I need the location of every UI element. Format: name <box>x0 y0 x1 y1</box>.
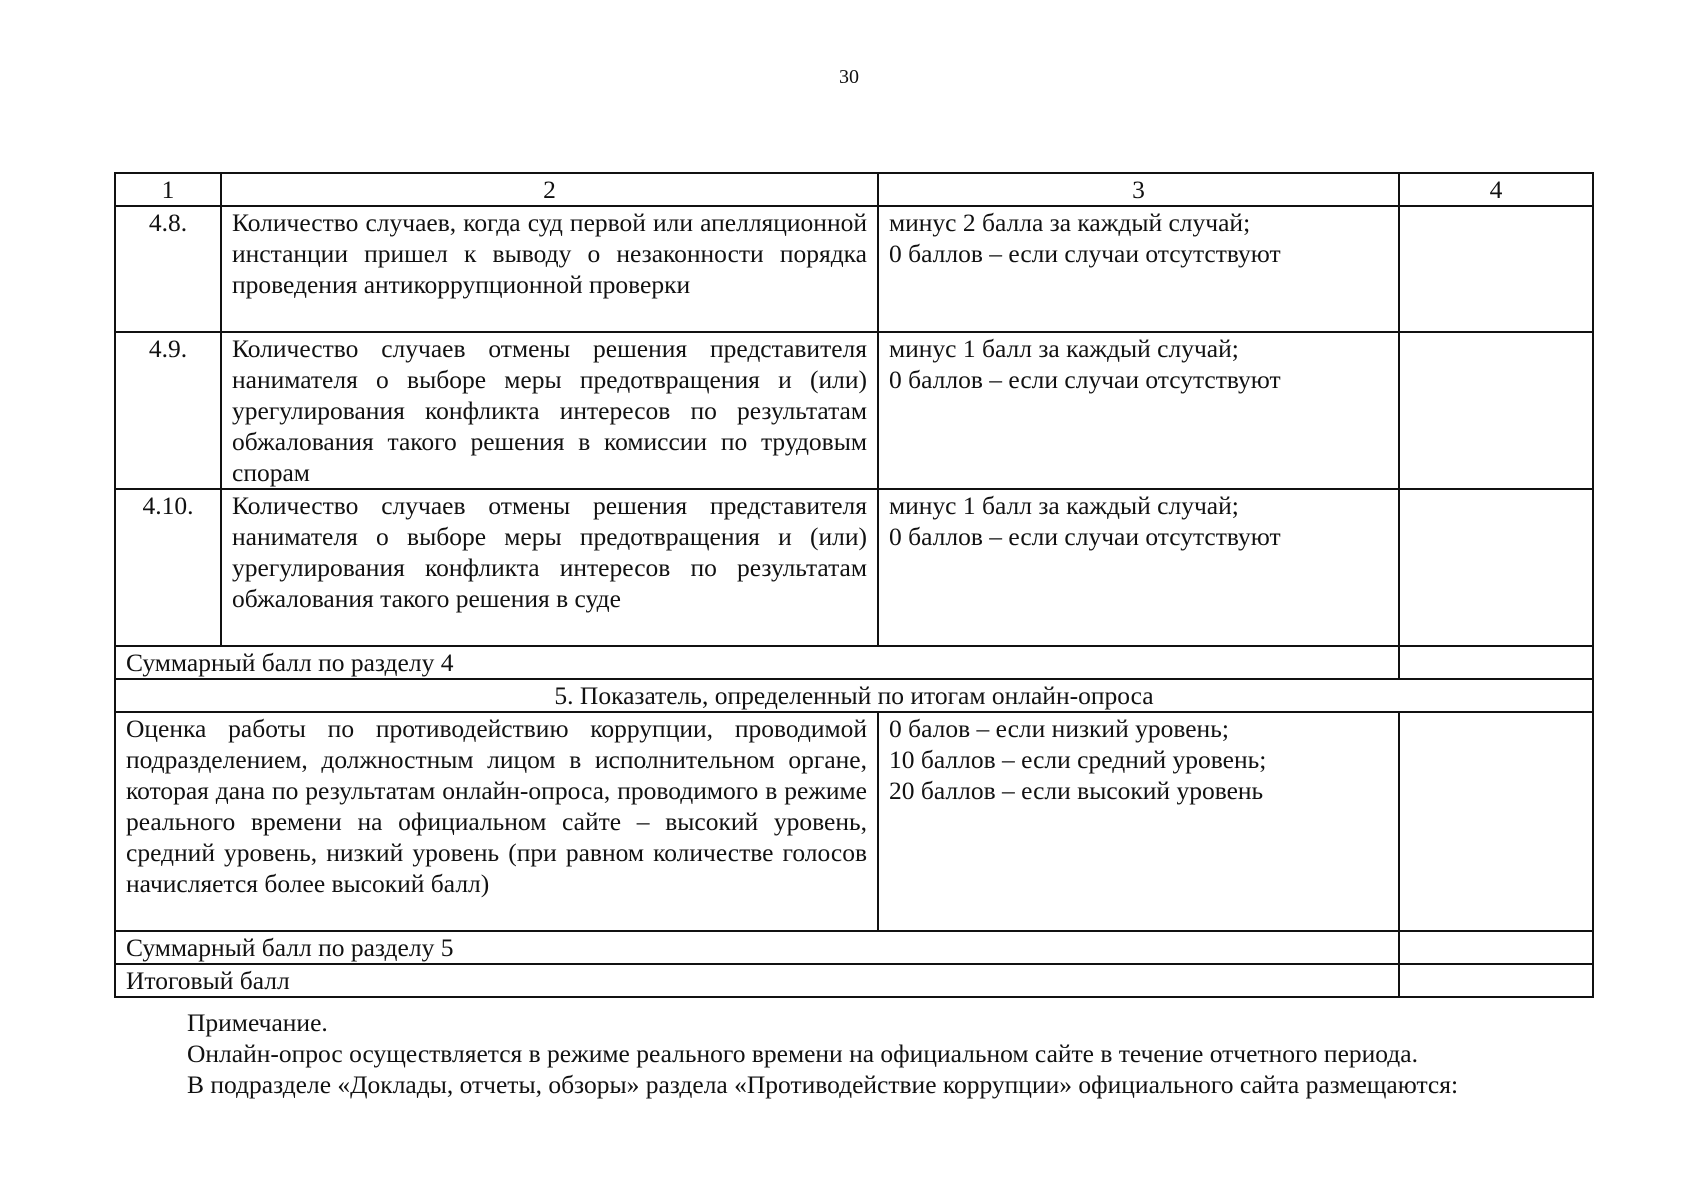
section5-score <box>1399 712 1593 931</box>
table-header-row <box>115 173 1593 206</box>
row-criteria <box>878 206 1399 332</box>
section5-criteria <box>878 712 1399 931</box>
final-total-row <box>115 964 1593 997</box>
section5-description: Оценка работы по противодействию коррупции, проводимой подразделением, должностным лицом в исполнительном органе, которая дана по результатам онлайн-опроса, проводимого в режиме реального времени на официальном сайте – высокий уровень, средний уровень, низкий уровень (при равном количестве голосов начисляется более высокий балл) <box>115 712 878 931</box>
row-number: 4.10. <box>115 489 221 646</box>
table-row <box>115 332 1593 489</box>
header-col-4: 4 <box>1399 173 1593 206</box>
criteria-line: 10 баллов – если средний уровень; <box>889 745 1267 774</box>
note-paragraph-1: Онлайн-опрос осуществляется в режиме реального времени на официальном сайте в течение отчетного периода. <box>187 1039 1418 1068</box>
header-col-2: 2 <box>221 173 878 206</box>
row-number: 4.9. <box>115 332 221 489</box>
criteria-line: минус 2 балла за каждый случай; <box>889 208 1251 237</box>
page-number: 30 <box>839 66 859 88</box>
score-table <box>114 172 1594 998</box>
criteria-line: минус 1 балл за каждый случай; <box>889 491 1239 520</box>
table-row <box>115 206 1593 332</box>
row-description: Количество случаев отмены решения представителя нанимателя о выборе меры предотвращения и (или) урегулирования конфликта интересов по результатам обжалования такого решения в суде <box>221 489 878 646</box>
row-description: Количество случаев отмены решения представителя нанимателя о выборе меры предотвращения и (или) урегулирования конфликта интересов по результатам обжалования такого решения в комиссии по трудовым спорам <box>221 332 878 489</box>
section5-total-label: Суммарный балл по разделу 5 <box>115 931 1399 964</box>
final-total-score <box>1399 964 1593 997</box>
row-number: 4.8. <box>115 206 221 332</box>
section4-total-row <box>115 646 1593 679</box>
section5-row <box>115 712 1593 931</box>
criteria-line: минус 1 балл за каждый случай; <box>889 334 1239 363</box>
criteria-line: 0 баллов – если случаи отсутствуют <box>889 365 1281 394</box>
row-score <box>1399 332 1593 489</box>
final-total-label: Итоговый балл <box>115 964 1399 997</box>
row-score <box>1399 489 1593 646</box>
section5-total-score <box>1399 931 1593 964</box>
section5-total-row <box>115 931 1593 964</box>
note-paragraph-2: В подразделе «Доклады, отчеты, обзоры» раздела «Противодействие коррупции» официального сайта размещаются: <box>187 1070 1459 1099</box>
row-description: Количество случаев, когда суд первой или апелляционной инстанции пришел к выводу о незаконности порядка проведения антикоррупционной проверки <box>221 206 878 332</box>
criteria-line: 20 баллов – если высокий уровень <box>889 776 1264 805</box>
section5-title-row <box>115 679 1593 712</box>
section4-total-score <box>1399 646 1593 679</box>
header-col-1: 1 <box>115 173 221 206</box>
row-criteria <box>878 332 1399 489</box>
section5-title: 5. Показатель, определенный по итогам онлайн-опроса <box>115 679 1593 712</box>
note-title: Примечание. <box>187 1008 328 1037</box>
criteria-line: 0 баллов – если случаи отсутствуют <box>889 522 1281 551</box>
row-score <box>1399 206 1593 332</box>
table-row <box>115 489 1593 646</box>
row-criteria <box>878 489 1399 646</box>
criteria-line: 0 баллов – если случаи отсутствуют <box>889 239 1281 268</box>
note-section <box>114 1007 1592 1100</box>
header-col-3: 3 <box>878 173 1399 206</box>
criteria-line: 0 балов – если низкий уровень; <box>889 714 1229 743</box>
section4-total-label: Суммарный балл по разделу 4 <box>115 646 1399 679</box>
